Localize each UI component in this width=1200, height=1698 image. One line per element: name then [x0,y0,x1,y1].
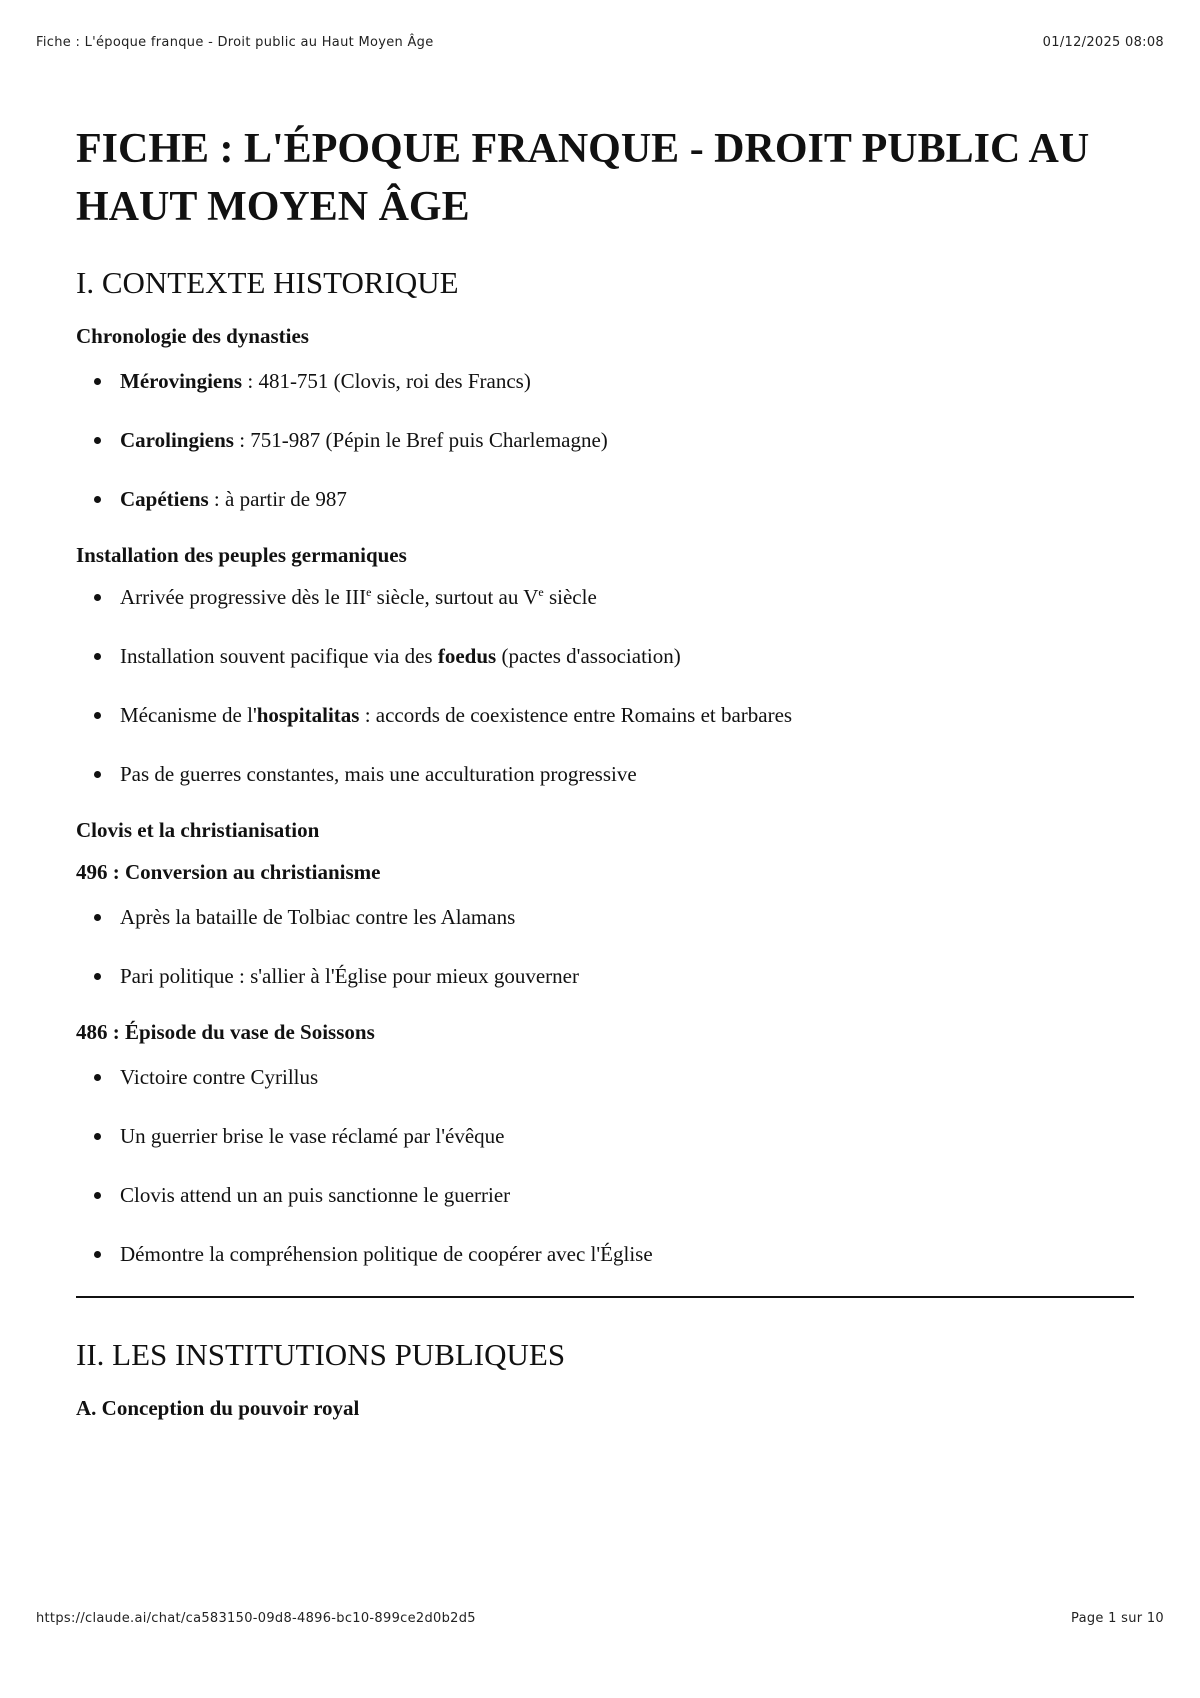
bullet-icon [94,914,101,921]
item-text: siècle [543,585,597,609]
print-header-title: Fiche : L'époque franque - Droit public au Haut Moyen Âge [36,35,434,50]
list-item [76,642,1134,670]
item-text: Après la bataille de Tolbiac contre les Alamans [120,905,516,929]
print-footer-page: Page 1 sur 10 [1071,1611,1164,1626]
print-header-datetime: 01/12/2025 08:08 [1042,35,1164,50]
bold-term: foedus [437,644,497,668]
superscript: e [538,585,544,599]
item-text: Démontre la compréhension politique de coopérer avec l'Église [120,1242,653,1266]
list-item [76,1063,1134,1091]
dynasty-name: Capétiens [120,487,209,511]
subheading-pouvoir-royal: A. Conception du pouvoir royal [76,1396,360,1420]
item-text: Pari politique : s'allier à l'Église pour mieux gouverner [120,964,579,988]
bullet-icon [94,594,101,601]
item-text: Un guerrier brise le vase réclamé par l'évêque [120,1124,505,1148]
subheading-dynasties: Chronologie des dynasties [76,324,309,348]
bullet-icon [94,771,101,778]
item-text: (pactes d'association) [496,644,681,668]
item-text: Mécanisme de l' [120,703,257,727]
item-text: siècle, surtout au V [371,585,539,609]
bullet-icon [94,496,101,503]
item-text: Arrivée progressive dès le III [120,585,367,609]
dynasty-name: Carolingiens [120,428,234,452]
bullet-icon [94,1251,101,1258]
bullet-icon [94,712,101,719]
bullet-icon [94,437,101,444]
dynasty-name: Mérovingiens [120,369,243,393]
section-heading-contexte: I. CONTEXTE HISTORIQUE [76,265,459,300]
item-text: Victoire contre Cyrillus [120,1065,319,1089]
item-text: Pas de guerres constantes, mais une acculturation progressive [120,762,637,786]
list-item [76,903,1134,931]
print-footer-url: https://claude.ai/chat/ca583150-09d8-4896-bc10-899ce2d0b2d5 [36,1611,476,1626]
list-installation [76,583,1134,788]
list-item [76,760,1134,788]
list-item [76,367,1134,395]
superscript: e [366,585,372,599]
list-soissons [76,1063,1134,1268]
subheading-installation: Installation des peuples germaniques [76,543,407,567]
bold-term: hospitalitas [256,703,360,727]
subheading-clovis: Clovis et la christianisation [76,818,320,842]
dynasty-text: : à partir de 987 [208,487,347,511]
item-text: : accords de coexistence entre Romains et barbares [359,703,793,727]
list-dynasties [76,367,1134,513]
item-text: Clovis attend un an puis sanctionne le guerrier [120,1183,511,1207]
dynasty-text: : 751-987 (Pépin le Bref puis Charlemagne) [233,428,608,452]
list-item [76,485,1134,513]
list-conversion [76,903,1134,990]
document-title: FICHE : L'ÉPOQUE FRANQUE - DROIT PUBLIC AU HAUT MOYEN ÂGE [76,126,1090,230]
list-item [76,701,1134,729]
bullet-icon [94,1133,101,1140]
subheading-soissons: 486 : Épisode du vase de Soissons [76,1020,375,1044]
bullet-icon [94,1192,101,1199]
print-header [36,35,1164,50]
document-content [76,120,1134,1439]
section-divider [76,1296,1134,1298]
bullet-icon [94,378,101,385]
bullet-icon [94,653,101,660]
list-item [76,583,1134,611]
list-item [76,1181,1134,1209]
list-item [76,1240,1134,1268]
bullet-icon [94,1074,101,1081]
subheading-conversion: 496 : Conversion au christianisme [76,860,381,884]
bullet-icon [94,973,101,980]
dynasty-text: : 481-751 (Clovis, roi des Francs) [242,369,531,393]
list-item [76,426,1134,454]
item-text: Installation souvent pacifique via des [120,644,438,668]
list-item [76,1122,1134,1150]
print-footer [36,1611,1164,1626]
section-heading-institutions: II. LES INSTITUTIONS PUBLIQUES [76,1337,566,1372]
list-item [76,962,1134,990]
